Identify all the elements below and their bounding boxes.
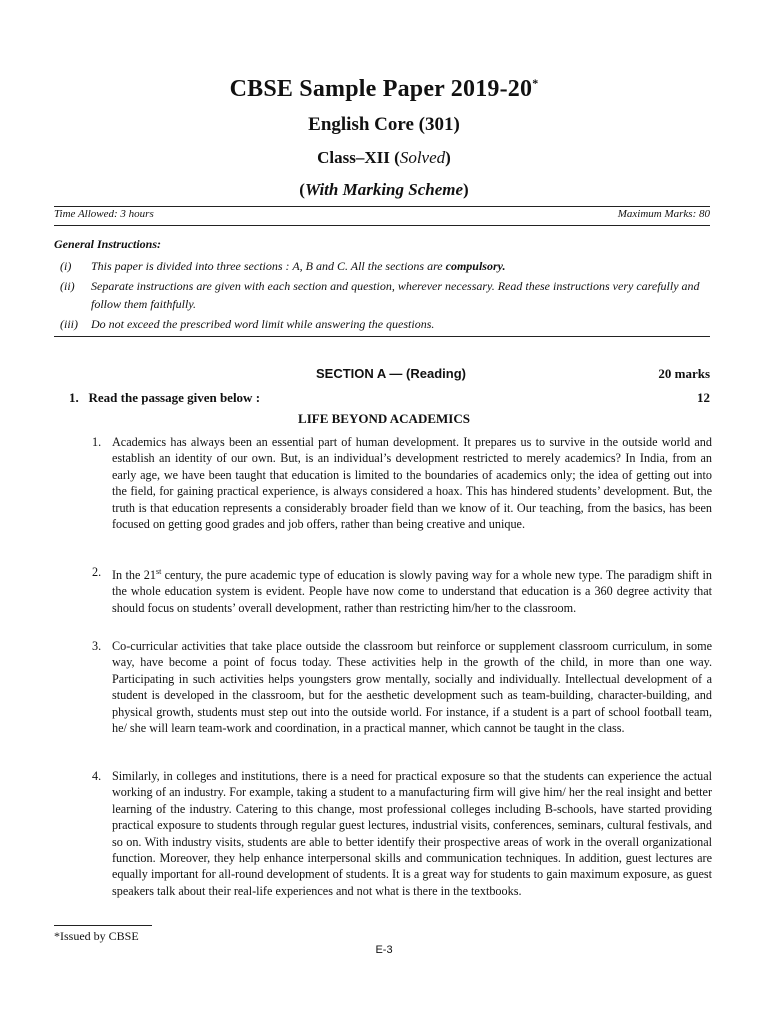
instruction-item: (iii) Do not exceed the prescribed word limit while answering the questions. [60, 317, 435, 331]
question-prompt: 1. Read the passage given below : [69, 390, 261, 405]
passage-paragraph: 3. Co-curricular activities that take place outside the classroom but reinforce or supplement classroom curriculum, in some way, have become a point of focus today. These activities help in the growth of the child, in more than one way. Participating in such activities helps youngsters grow mentally, socially and individually. Intellectual development of a student is developed in the classroom, but for the aesthetic development such as team-building, character-building, and physical growth, students must step out into the outside world. For instance, if a student is a part of school football team, he/ she will learn team-work and coordination, in a practical manner, which cannot be taught in the class. [92, 639, 712, 736]
passage-paragraph: 1. Academics has always been an essential part of human development. It prepares us to survive in the outside world and establish an identity of our own. But, is an individual’s development restricted to merely academics? In India, from an early age, we have been taught that education is limited to the boundaries of academics only; the idea of getting out into the field, for gaining practical experience, is always considered a hoax. This has hindered students’ development. But, the truth is that education represents a considerably broader field than we know of it. Our teaching, from the basics, has been focused on getting good grades and job offers, rather than being creative and unique. [92, 435, 712, 532]
question-marks: 12 [697, 390, 710, 405]
passage-paragraph: 4. Similarly, in colleges and institutions, there is a need for practical exposure so that the students can experience the actual working of an industry. For example, taking a student to a manufacturing firm will give him/ her the real insight and better learning of the industry. Catering to this change, most professional colleges including B-schools, have started providing practical exposure to students through regular guest lectures, industrial visits, conferences, seminars, cultural festivals, and so on. With industry visits, students are able to better identify their prospective areas of work in the overall organizational function. Moreover, they help enhance interpersonal skills and communication techniques. In addition, guest lectures are equally important for all-round development of students. It is a great way for students to gain maximum exposure, as guest speakers talk about their real-life experiences and not what is there in the textbooks. [92, 769, 712, 898]
section-marks: 20 marks [658, 366, 710, 381]
footnote: *Issued by CBSE [54, 929, 139, 943]
subject-heading: English Core (301) [308, 114, 460, 135]
maximum-marks: Maximum Marks: 80 [617, 208, 710, 220]
divider [54, 206, 710, 207]
divider [54, 225, 710, 226]
title-footnote-mark: * [532, 76, 539, 90]
general-instructions-heading: General Instructions: [54, 237, 162, 251]
page-number: E-3 [375, 944, 393, 956]
instruction-item: (i) This paper is divided into three sections : A, B and C. All the sections are compulsory. [60, 259, 506, 273]
marking-scheme-heading: (With Marking Scheme) [299, 180, 469, 199]
passage-paragraph: 2. In the 21st century, the pure academic type of education is slowly paving way for a whole new type. The paradigm shift in the whole education system is evident. People have now come to understand that education is a 360 degree activity that should focus on students’ overall development, rather than restricting him/her to the classroom. [92, 565, 713, 615]
class-heading: Class–XII (Solved) [317, 148, 451, 167]
passage-title: LIFE BEYOND ACADEMICS [298, 411, 470, 426]
time-allowed: Time Allowed: 3 hours [54, 208, 154, 220]
section-heading: SECTION A — (Reading) [316, 366, 466, 381]
footnote-divider [54, 925, 152, 926]
paper-title: CBSE Sample Paper 2019-20* [229, 76, 539, 102]
instruction-item: (ii) Separate instructions are given with each section and question, wherever necessary. Read these instructions very carefully and follow them faithfully. [60, 279, 700, 311]
divider [54, 336, 710, 337]
